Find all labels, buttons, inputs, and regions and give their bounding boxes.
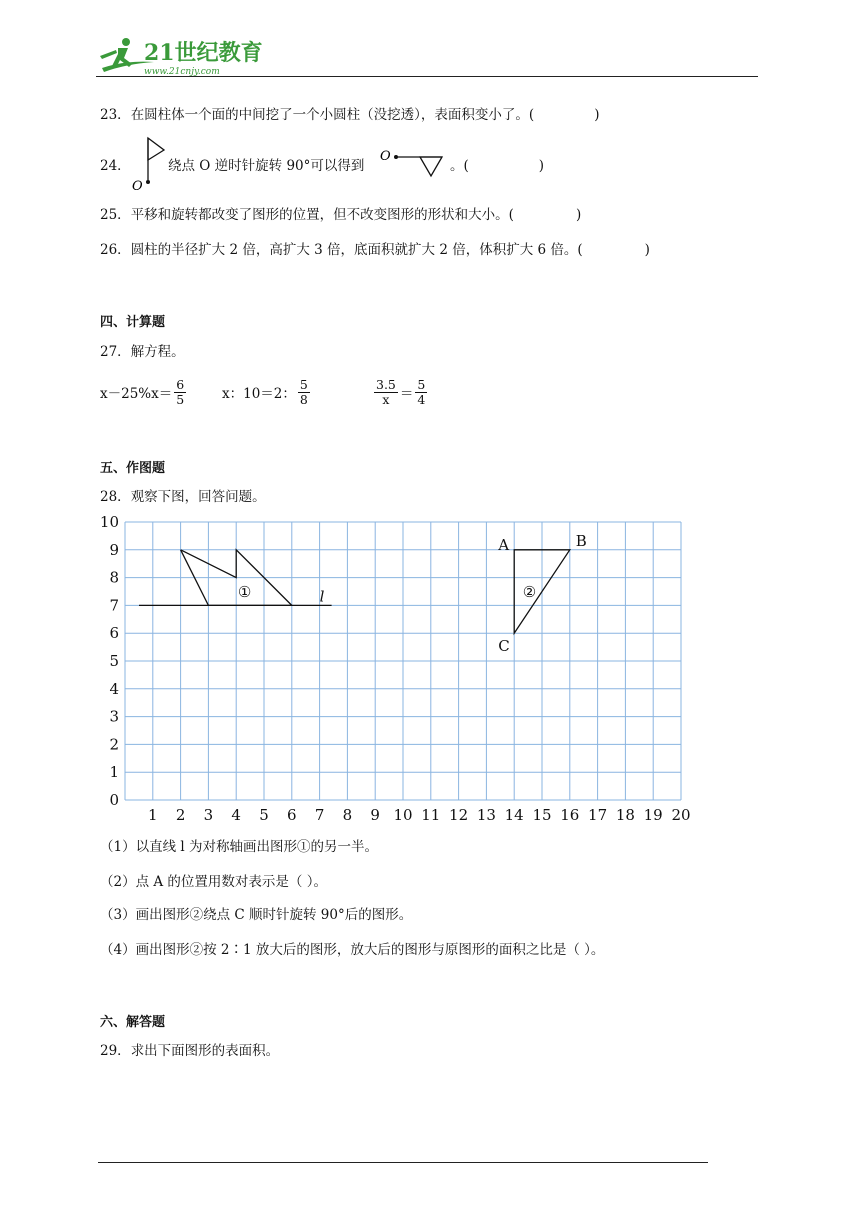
fraction: $\frac{6}{5}$ [176, 376, 185, 407]
shape-1-label: ① [237, 583, 252, 602]
x-tick-label: 9 [370, 806, 380, 824]
y-tick-label: 2 [109, 735, 119, 754]
question-25: 25．平移和旋转都改变了图形的位置，但不改变图形的形状和大小。( ) [100, 207, 582, 223]
vertex-label-a: A [498, 535, 510, 554]
section-title-solve: 六、解答题 [100, 1015, 166, 1030]
axis-label-l: l [319, 587, 325, 606]
question-28-sub-2: （2）点 A 的位置用数对表示是（ ）。 [100, 874, 327, 890]
section-title-calc: 四、计算题 [100, 315, 166, 330]
x-tick-label: 5 [259, 806, 269, 824]
shape-2-label: ② [522, 583, 537, 602]
svg-text:O: O [132, 179, 143, 192]
flag-original-figure [128, 134, 168, 192]
x-tick-label: 19 [643, 806, 663, 824]
21cnjy-logo [96, 34, 266, 80]
question-27: 27．解方程。 [100, 344, 185, 360]
vertex-label-b: B [575, 531, 587, 550]
svg-text:21世纪教育: 21世纪教育 [144, 40, 263, 66]
y-tick-label: 6 [109, 624, 119, 643]
x-tick-label: 2 [175, 806, 186, 824]
x-tick-label: 20 [671, 806, 691, 824]
question-28-sub-4: （4）画出图形②按 2∶1 放大后的图形，放大后的图形与原图形的面积之比是（ ）。 [100, 942, 605, 958]
equation-2: x：10＝2： $\frac{5}{8}$ [222, 376, 308, 407]
y-tick-label: 0 [109, 791, 119, 809]
x-tick-label: 14 [504, 806, 524, 824]
x-tick-label: 3 [203, 806, 214, 824]
x-tick-label: 6 [287, 806, 297, 824]
x-tick-label: 15 [532, 806, 552, 824]
y-tick-label: 5 [109, 652, 119, 670]
fraction: $\frac{5}{8}$ [299, 376, 308, 407]
section-title-drawing: 五、作图题 [100, 461, 166, 476]
x-tick-label: 7 [314, 806, 325, 824]
x-tick-label: 11 [421, 806, 441, 824]
x-tick-label: 13 [476, 806, 496, 824]
question-26: 26．圆柱的半径扩大 2 倍，高扩大 3 倍，底面积就扩大 2 倍，体积扩大 6 倍。( ) [100, 242, 650, 258]
x-tick-label: 16 [560, 806, 580, 824]
x-tick-label: 18 [615, 806, 635, 824]
question-29: 29．求出下面图形的表面积。 [100, 1043, 280, 1059]
y-tick-label: 1 [109, 763, 119, 782]
header-rule [96, 76, 758, 77]
y-tick-label: 10 [99, 513, 119, 531]
x-tick-label: 17 [588, 806, 608, 824]
question-number: 23． [100, 107, 131, 123]
coordinate-grid [0, 510, 860, 830]
y-tick-label: 9 [109, 540, 119, 559]
y-tick-label: 8 [109, 568, 119, 587]
question-23: 23．在圆柱体一个面的中间挖了一个小圆柱（没挖透），表面积变小了。( ) [100, 107, 600, 123]
question-28-sub-1: （1）以直线 l 为对称轴画出图形①的另一半。 [100, 839, 378, 855]
question-24-answer: 。( ) [450, 158, 545, 174]
vertex-label-c: C [498, 637, 510, 656]
x-tick-label: 1 [148, 806, 158, 824]
question-28: 28．观察下图，回答问题。 [100, 489, 266, 505]
x-tick-label: 12 [449, 806, 469, 824]
y-tick-label: 3 [109, 707, 119, 726]
svg-text:www.21cnjy.com: www.21cnjy.com [144, 67, 220, 77]
question-28-sub-3: （3）画出图形②绕点 C 顺时针旋转 90°后的图形。 [100, 907, 413, 923]
svg-text:O: O [380, 149, 391, 164]
x-tick-label: 10 [393, 806, 413, 824]
y-tick-label: 7 [109, 596, 119, 615]
fraction: $\frac{3.5}{x}$ [376, 376, 396, 407]
x-tick-label: 4 [231, 806, 241, 824]
footer-rule [98, 1162, 708, 1163]
question-24-number: 24． [100, 158, 131, 174]
y-tick-label: 4 [109, 679, 119, 698]
fraction: $\frac{5}{4}$ [417, 376, 426, 407]
equation-3: $\frac{3.5}{x}$ ＝ $\frac{5}{4}$ [376, 376, 426, 407]
equation-1: x－25%x＝ $\frac{6}{5}$ [100, 376, 185, 407]
question-24-text: 绕点 O 逆时针旋转 90°可以得到 [168, 158, 365, 174]
question-text: 在圆柱体一个面的中间挖了一个小圆柱（没挖透），表面积变小了。( [130, 107, 535, 123]
x-tick-label: 8 [342, 806, 353, 824]
flag-rotated-figure [378, 146, 450, 180]
